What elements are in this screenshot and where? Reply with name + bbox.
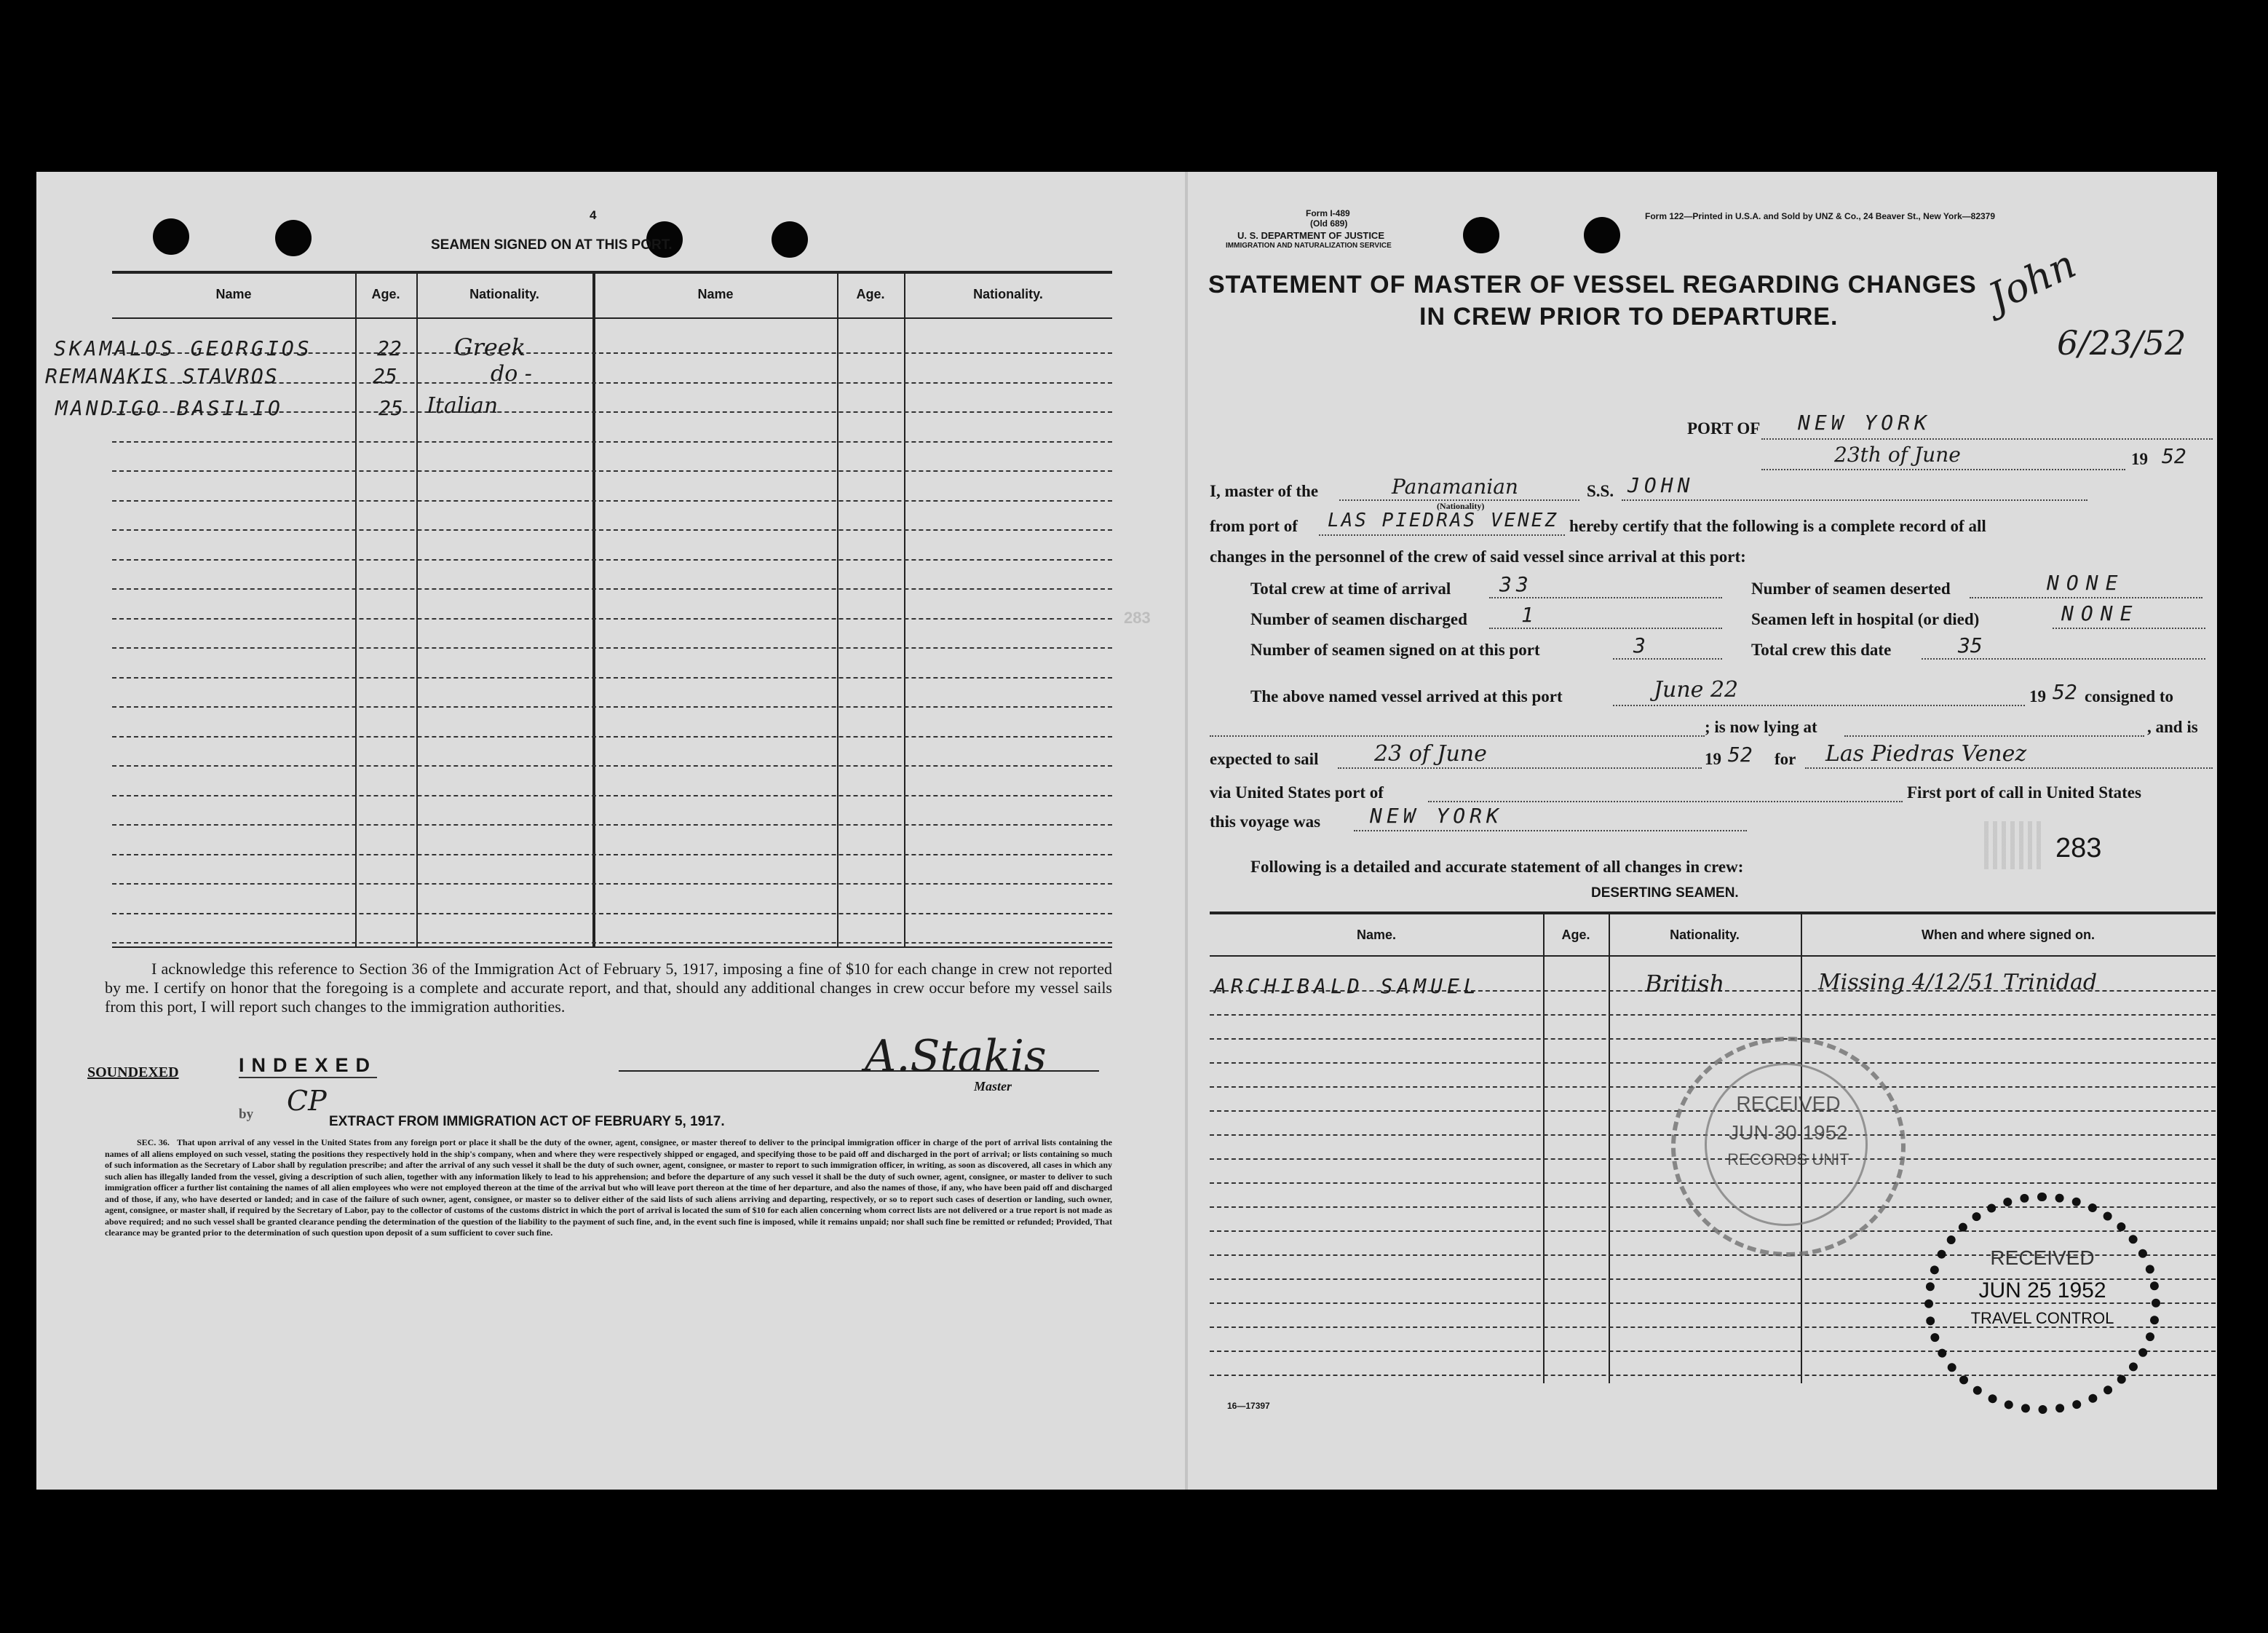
- arrived-year: 52: [2053, 680, 2077, 704]
- deserter-nationality: British: [1645, 970, 1725, 997]
- port-value: NEW YORK: [1798, 411, 1931, 435]
- table-row: [55, 396, 283, 420]
- row-rule: [112, 883, 1112, 885]
- header-nationality: Nationality.: [469, 287, 539, 301]
- consigned-label: consigned to: [2085, 687, 2174, 705]
- master-of-label: I, master of the: [1210, 482, 1319, 500]
- row-rule: [1210, 1038, 2216, 1040]
- total-date-value: 35: [1958, 633, 1983, 657]
- document-sheet: [36, 172, 2217, 1490]
- row-rule: [112, 588, 1112, 590]
- voyage-value: NEW YORK: [1370, 804, 1503, 828]
- total-date-label: Total crew this date: [1751, 641, 1892, 659]
- row-rule: [112, 470, 1112, 472]
- row-rule: [112, 795, 1112, 796]
- discharged-label: Number of seamen discharged: [1250, 610, 1467, 628]
- punch-hole: [1463, 217, 1499, 253]
- total-crew-arrival-line: [1489, 597, 1722, 598]
- left-page-title: SEAMEN SIGNED ON AT THIS PORT.: [431, 237, 673, 253]
- year-prefix: 19: [2131, 450, 2148, 468]
- ship-prefix: S.S.: [1587, 482, 1614, 500]
- seaman-age: 25: [373, 364, 397, 388]
- master-label: Master: [974, 1079, 1012, 1094]
- annotation-name: John: [1981, 240, 2083, 321]
- total-date-line: [1922, 658, 2205, 660]
- for-line: [1805, 767, 2213, 769]
- for-value: Las Piedras Venez: [1825, 741, 2027, 767]
- hospital-label: Seamen left in hospital (or died): [1751, 610, 1980, 628]
- year-value: 52: [2162, 444, 2186, 468]
- indexed-by-initials: CP: [287, 1085, 327, 1117]
- arrived-value: June 22: [1654, 677, 1739, 703]
- punch-hole: [1584, 217, 1620, 253]
- lying-label: ; is now lying at: [1705, 718, 1817, 736]
- voyage-label: this voyage was: [1210, 812, 1321, 831]
- indexed-by-label: by: [239, 1107, 254, 1122]
- deserting-header-signed: When and where signed on.: [1921, 928, 2095, 942]
- form-title-line2: IN CREW PRIOR TO DEPARTURE.: [1419, 303, 1839, 331]
- column-divider: [355, 272, 357, 946]
- stamp-unit: TRAVEL CONTROL: [1970, 1309, 2114, 1327]
- table-top-rule: [112, 271, 1112, 274]
- sail-year-prefix: 19: [1705, 750, 1721, 768]
- seaman-nationality: Italian: [427, 393, 499, 419]
- via-label: via United States port of: [1210, 783, 1384, 802]
- arrived-year-prefix: 19: [2029, 687, 2046, 705]
- deserting-title: DESERTING SEAMEN.: [1591, 885, 1739, 901]
- discharged-line: [1489, 628, 1722, 629]
- row-rule: [112, 824, 1112, 826]
- row-rule: [112, 441, 1112, 443]
- table-bottom-rule: [112, 946, 1112, 948]
- deserter-signed-on: Missing 4/12/51 Trinidad: [1818, 970, 2098, 995]
- stamped-number-ghost: [1984, 821, 2042, 869]
- department-name: U. S. DEPARTMENT OF JUSTICE: [1237, 230, 1384, 241]
- signed-on-line: [1613, 658, 1722, 660]
- date-line: [1761, 469, 2125, 470]
- faint-number: 283: [1124, 609, 1151, 627]
- seaman-nationality: Greek: [454, 333, 526, 361]
- row-rule: [112, 559, 1112, 561]
- deserting-header-nationality: Nationality.: [1670, 928, 1740, 942]
- hospital-value: NONE: [2061, 601, 2140, 625]
- date-value: 23th of June: [1834, 443, 1961, 467]
- row-rule: [112, 618, 1112, 620]
- for-label: for: [1775, 750, 1796, 768]
- column-divider: [837, 272, 838, 946]
- table-header-rule: [112, 317, 1112, 319]
- ship-line: [1622, 499, 2087, 501]
- deserter-name: ARCHIBALD SAMUEL: [1214, 974, 1480, 998]
- ship-value: JOHN: [1627, 473, 1694, 497]
- annotation-date: 6/23/52: [2057, 323, 2186, 363]
- row-rule: [112, 677, 1112, 679]
- extract-title: EXTRACT FROM IMMIGRATION ACT OF FEBRUARY 5, 1917.: [329, 1114, 725, 1129]
- seaman-name: MANDIGO BASILIO: [55, 396, 283, 420]
- row-rule: [112, 942, 1112, 944]
- port-line: [1761, 438, 2213, 440]
- stamped-number: 283: [2055, 833, 2102, 863]
- seaman-name: SKAMALOS GEORGIOS: [54, 336, 312, 360]
- row-rule: [1210, 1014, 2216, 1016]
- punch-hole: [153, 218, 189, 255]
- deserting-divider: [1609, 913, 1610, 1383]
- certify-text: hereby certify that the following is a complete record of all: [1569, 517, 1986, 535]
- deserting-top-rule: [1210, 912, 2216, 914]
- expected-label: expected to sail: [1210, 750, 1319, 768]
- stamp-received: RECEIVED: [1736, 1092, 1841, 1115]
- total-crew-arrival-label: Total crew at time of arrival: [1250, 580, 1451, 598]
- deserting-header-age: Age.: [1561, 928, 1590, 942]
- nationality-value: Panamanian: [1392, 475, 1518, 499]
- first-port-label: First port of call in United States: [1907, 783, 2141, 802]
- deserting-header-name: Name.: [1356, 928, 1397, 942]
- received-stamp-records: [1671, 1037, 1906, 1257]
- nationality-caption: (Nationality): [1437, 501, 1485, 511]
- column-divider: [416, 272, 418, 946]
- printer-line: Form 122—Printed in U.S.A. and Sold by UNZ & Co., 24 Beaver St., New York—82379: [1645, 211, 1996, 221]
- seaman-name: REMANAKIS STAVROS: [45, 364, 279, 388]
- stamp-date: JUN 25 1952: [1978, 1278, 2106, 1302]
- seaman-age: 25: [378, 396, 403, 420]
- header-name: Name: [215, 287, 252, 301]
- port-label: PORT OF: [1687, 419, 1761, 438]
- total-crew-arrival-value: 33: [1499, 572, 1533, 596]
- row-rule: [112, 736, 1112, 738]
- sec36-text: [105, 1137, 1112, 1239]
- via-line: [1428, 801, 1903, 802]
- changes-text: changes in the personnel of the crew of said vessel since arrival at this port:: [1210, 547, 1746, 566]
- stamp-received: RECEIVED: [1990, 1246, 2095, 1269]
- form-number: Form I-489: [1306, 208, 1350, 218]
- deserted-value: NONE: [2047, 571, 2125, 595]
- deserted-label: Number of seamen deserted: [1751, 580, 1951, 598]
- soundexed-stamp: SOUNDEXED: [87, 1064, 179, 1080]
- from-port-line: [1319, 534, 1565, 536]
- signed-on-value: 3: [1633, 633, 1646, 657]
- page-number: 4: [590, 208, 597, 222]
- form-title-line1: STATEMENT OF MASTER OF VESSEL REGARDING CHANGES: [1208, 271, 1977, 298]
- row-rule: [112, 913, 1112, 914]
- row-rule: [112, 854, 1112, 855]
- column-divider: [592, 272, 595, 946]
- column-divider: [904, 272, 905, 946]
- header-age-2: Age.: [856, 287, 885, 301]
- punch-hole: [772, 221, 808, 258]
- signed-on-label: Number of seamen signed on at this port: [1250, 641, 1540, 659]
- sec36-label: SEC. 36.: [137, 1137, 170, 1147]
- hospital-line: [2053, 628, 2205, 629]
- row-rule: [112, 706, 1112, 708]
- stamp-date: JUN 30 1952: [1729, 1121, 1848, 1144]
- deserting-divider: [1543, 913, 1545, 1383]
- form-code: 16—17397: [1227, 1401, 1270, 1411]
- row-rule: [112, 765, 1112, 767]
- seaman-age: 22: [377, 336, 402, 360]
- table-row: [45, 364, 279, 388]
- page-fold: [1185, 172, 1188, 1490]
- punch-hole: [275, 220, 312, 256]
- and-is-label: , and is: [2147, 718, 2198, 736]
- following-label: Following is a detailed and accurate statement of all changes in crew:: [1250, 858, 1744, 876]
- arrived-line: [1613, 705, 2025, 706]
- deserting-header-rule: [1210, 955, 2216, 957]
- voyage-line: [1354, 830, 1747, 831]
- service-name: IMMIGRATION AND NATURALIZATION SERVICE: [1226, 242, 1392, 250]
- seaman-nationality: do -: [491, 361, 532, 387]
- row-rule: [112, 529, 1112, 531]
- from-port-value: LAS PIEDRAS VENEZ: [1328, 510, 1559, 531]
- arrived-label: The above named vessel arrived at this port: [1250, 687, 1563, 705]
- consigned-line: [1210, 735, 1705, 737]
- header-age: Age.: [371, 287, 400, 301]
- lying-line: [1844, 735, 2144, 737]
- deserted-line: [1970, 597, 2202, 598]
- header-nationality-2: Nationality.: [973, 287, 1043, 301]
- received-stamp-travel: [1924, 1193, 2160, 1414]
- header-name-2: Name: [697, 287, 734, 301]
- indexed-stamp: INDEXED: [239, 1054, 377, 1078]
- row-rule: [112, 500, 1112, 502]
- discharged-value: 1: [1521, 603, 1534, 627]
- stamp-unit: RECORDS UNIT: [1727, 1150, 1849, 1169]
- form-old: (Old 689): [1310, 218, 1348, 229]
- sail-line: [1338, 767, 1702, 769]
- master-signature: A.Stakis: [865, 1031, 1047, 1082]
- from-port-label: from port of: [1210, 517, 1298, 535]
- acknowledgment-text: I acknowledge this reference to Section 36 of the Immigration Act of February 5, 1917, imposing a fine of $10 for each change in crew not reported by me. I certify on honor that the foregoing is a complete and accurate report, and that, should any additional changes in crew occur before my vessel sails from this port, I will report such changes to the immigration authorities.: [105, 960, 1112, 1016]
- row-rule: [112, 647, 1112, 649]
- sail-year: 52: [1728, 743, 1753, 767]
- sec36-body: That upon arrival of any vessel in the United States from any foreign port or place it shall be the duty of the owner, agent, consignee, or master thereof to deliver to the principal immigration officer in charge of the port of arrival lists containing the names of all aliens employed on such vessel, stating the positions they respectively hold in the ship's company, when and where they were respectively shipped or engaged, and specifying those to be paid off and discharged in the port of arrival; or lists containing so much of such information as the Secretary of Labor shall by regulation prescribe; and after the arrival of any such vessel it shall be the duty of such owner, agent, consignee, or master to report to such immigration officer, in writing, as soon as discovered, all cases in which any such alien has illegally landed from the vessel, giving a description of such alien, together with any information likely to lead to his apprehension; and before the departure of any such vessel it shall be the duty of such owner, agent, consignee, or master to deliver to such immigration officer a further list containing the names of all alien employees who were not employed thereon at the time of the arrival but who will leave port thereon at the time of her departure, and also the names of those, if any, who have been paid off and discharged and of those, if any, who have deserted or landed; and in case of the failure of such owner, agent, consignee, or master so to deliver either of the said lists of such aliens arriving and departing, respectively, or so to report such cases of desertion or landing, such owner, agent, consignee, or master shall, if required by the Secretary of Labor, pay to the collector of customs of the customs district in which the port of arrival is located the sum of $10 for each alien concerning whom correct lists are not delivered or a true report is not made as above required; and no such vessel shall be granted clearance pending the determination of the question of the liability to the payment of such fine, and, in the event such fine is imposed, while it remains unpaid; nor shall such fine be remitted or refunded; Provided, That clearance may be granted prior to the determination of such question upon deposit of a sum sufficient to cover such fine.: [105, 1137, 1112, 1238]
- sail-value: 23 of June: [1374, 741, 1487, 767]
- table-row: [54, 336, 312, 360]
